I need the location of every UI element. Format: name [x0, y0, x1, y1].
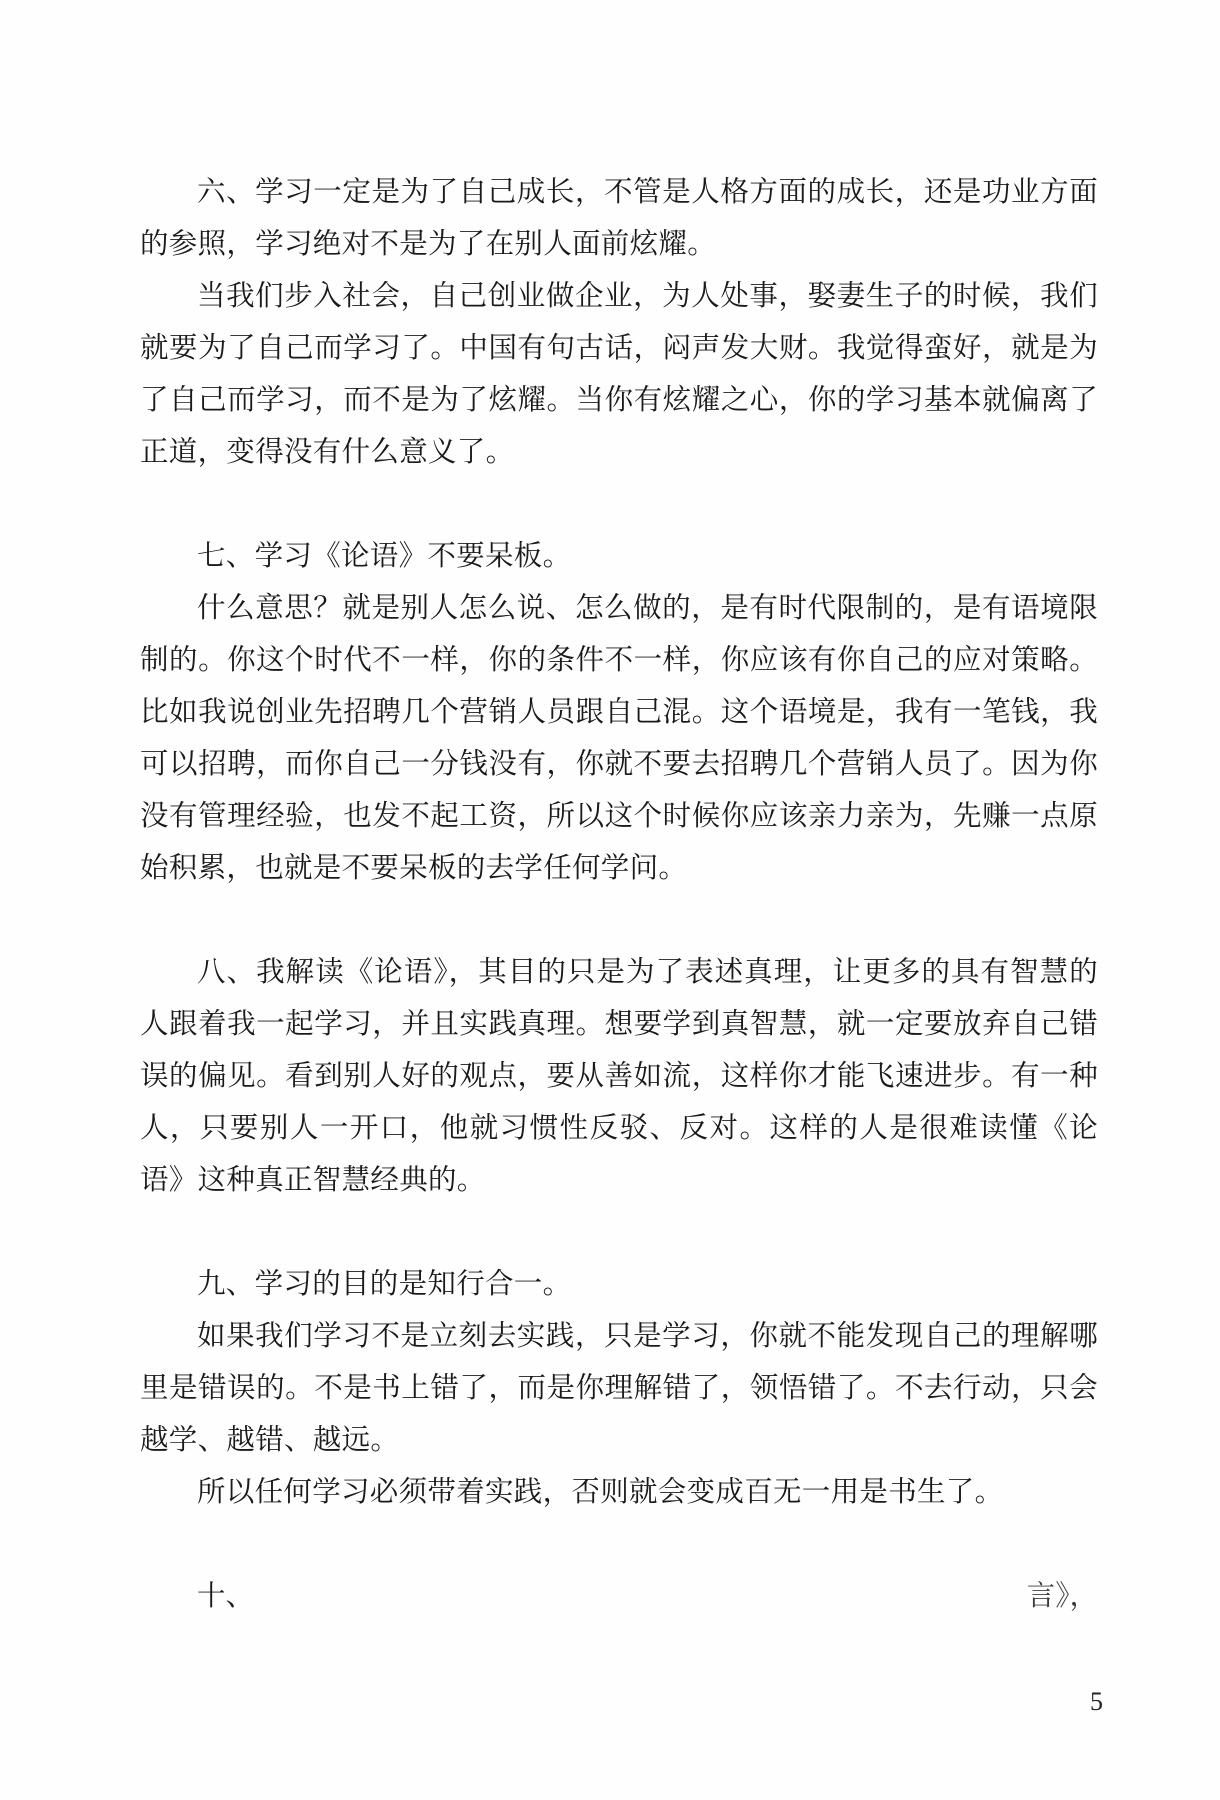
section-ten-heading-end: 言》， — [1026, 1579, 1098, 1612]
page-number: 5 — [1090, 1687, 1103, 1716]
section-ten-partial — [140, 1570, 1098, 1622]
paragraph: 当我们步入社会，自己创业做企业，为人处事，娶妻生子的时候，我们就要为了自己而学习了。中国有句古话，闷声发大财。我觉得蛮好，就是为了自己而学习，而不是为了炫耀。当你有炫耀之心，你的学习基本就偏离了正道，变得没有什么意义了。 — [140, 279, 1098, 468]
section-seven — [140, 530, 1098, 894]
section-nine — [140, 1258, 1098, 1518]
paragraph: 七、学习《论语》不要呆板。 — [197, 539, 572, 572]
section-six — [140, 166, 1098, 478]
section-eight — [140, 946, 1098, 1206]
paragraph: 九、学习的目的是知行合一。 — [197, 1267, 572, 1300]
paragraph: 所以任何学习必须带着实践，否则就会变成百无一用是书生了。 — [197, 1475, 1004, 1508]
paragraph: 八、我解读《论语》，其目的只是为了表述真理，让更多的具有智慧的人跟着我一起学习，并且实践真理。想要学到真智慧，就一定要放弃自己错误的偏见。看到别人好的观点，要从善如流，这样你才能飞速进步。有一种人，只要别人一开口，他就习惯性反驳、反对。这样的人是很难读懂《论语》这种真正智慧经典的。 — [140, 955, 1098, 1196]
paragraph: 什么意思？就是别人怎么说、怎么做的，是有时代限制的，是有语境限制的。你这个时代不一样，你的条件不一样，你应该有你自己的应对策略。比如我说创业先招聘几个营销人员跟自己混。这个语境是，我有一笔钱，我可以招聘，而你自己一分钱没有，你就不要去招聘几个营销人员了。因为你没有管理经验，也发不起工资，所以这个时候你应该亲力亲为，先赚一点原始积累，也就是不要呆板的去学任何学问。 — [140, 591, 1098, 884]
paragraph: 如果我们学习不是立刻去实践，只是学习，你就不能发现自己的理解哪里是错误的。不是书上错了，而是你理解错了，领悟错了。不去行动，只会越学、越错、越远。 — [140, 1319, 1098, 1456]
section-ten-heading-start: 十、 — [197, 1579, 255, 1612]
paragraph: 六、学习一定是为了自己成长，不管是人格方面的成长，还是功业方面的参照，学习绝对不是为了在别人面前炫耀。 — [140, 175, 1098, 260]
body-text — [140, 166, 1098, 1622]
